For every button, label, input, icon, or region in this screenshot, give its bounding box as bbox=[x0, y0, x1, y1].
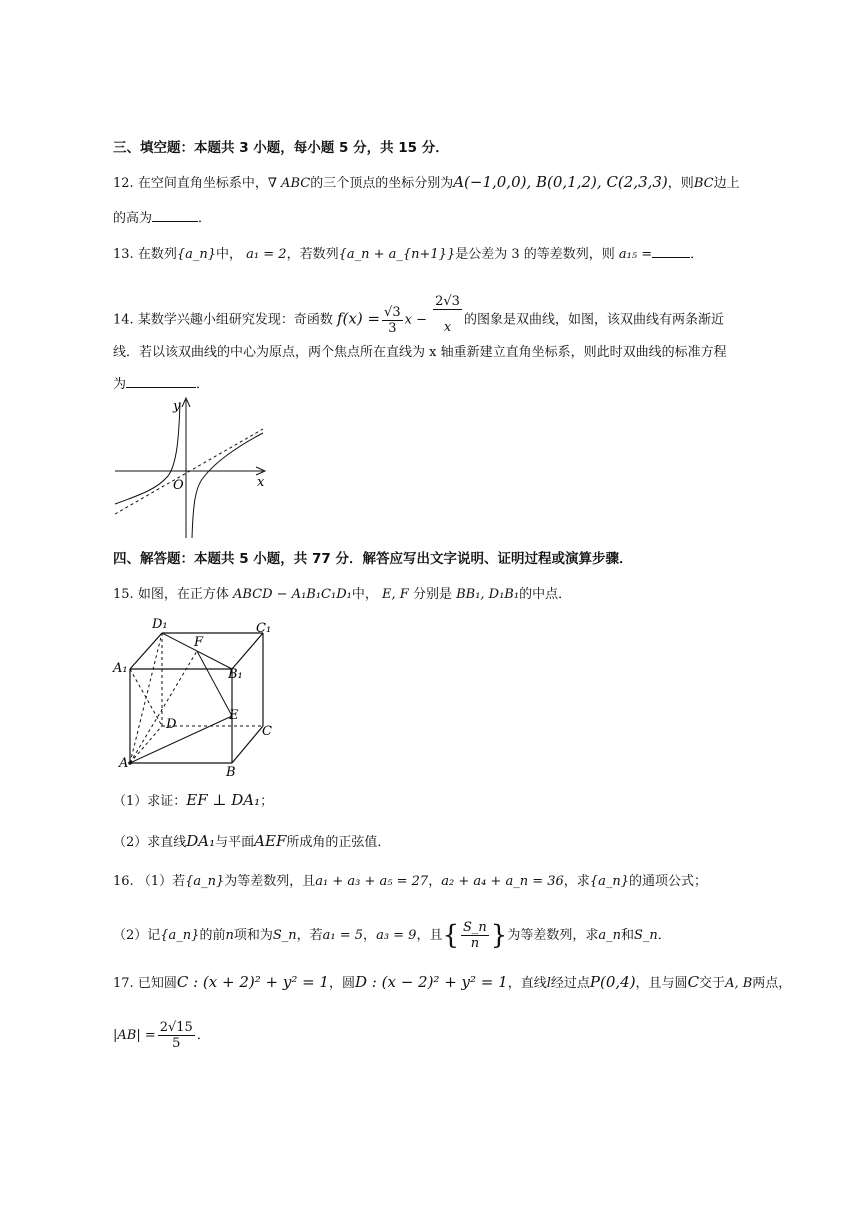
q14-fraction-2 bbox=[433, 294, 462, 346]
question-14-line-1: 14. 某数学兴趣小组研究发现：奇函数 f(x) = $\frac{√3}{3}$ x − $\frac{2√3}{x}$ 的图象是双曲线，如图，该双曲线有两条渐近 bbox=[113, 294, 724, 346]
q17-AB: A, B bbox=[725, 976, 753, 991]
q16-text: ，求 bbox=[563, 874, 590, 889]
q17-text: 经过点 bbox=[550, 976, 590, 991]
q12-text: 边上 bbox=[713, 176, 740, 191]
q16-n: n bbox=[225, 928, 234, 943]
answer-blank[interactable] bbox=[126, 375, 196, 388]
q16-condition-1: a₁ + a₃ + a₅ = 27 bbox=[315, 874, 429, 889]
label-C1: C₁ bbox=[256, 621, 272, 636]
q16-part1-prefix: （1）若 bbox=[137, 874, 186, 889]
q16-an: a_n bbox=[598, 928, 621, 943]
q16-number: 16. bbox=[113, 874, 134, 889]
cube-figure bbox=[110, 612, 280, 782]
q15-part2-text: 与平面 bbox=[215, 835, 255, 850]
q15-part2-line: DA₁ bbox=[186, 832, 216, 850]
question-15 bbox=[113, 585, 571, 605]
q14-number: 14. bbox=[113, 312, 134, 328]
q17-point-P: P(0,4) bbox=[589, 973, 636, 991]
y-axis-label: y bbox=[173, 399, 181, 414]
q13-text: 是公差为 3 的等差数列，则 bbox=[455, 247, 615, 262]
hyperbola-right-branch bbox=[192, 433, 263, 538]
q13-text: ，若数列 bbox=[286, 247, 339, 262]
q16-sequence: {a_n} bbox=[185, 874, 225, 889]
question-17-line-2 bbox=[113, 1018, 210, 1054]
origin-label: O bbox=[173, 478, 184, 493]
q15-text: 中， bbox=[351, 587, 378, 602]
q17-fraction bbox=[158, 1020, 195, 1051]
q15-part2-end: 所成角的正弦值． bbox=[286, 835, 391, 850]
q12-text: 的三个顶点的坐标分别为 bbox=[310, 176, 454, 191]
q12-text: 的高为 bbox=[113, 211, 153, 226]
q17-text: ，直线 bbox=[507, 976, 547, 991]
x-axis-label: x bbox=[257, 475, 265, 490]
q14-end: ． bbox=[196, 377, 210, 392]
q17-text: 交于 bbox=[699, 976, 726, 991]
q13-sequence-2: {a_n + a_{n+1}} bbox=[338, 247, 456, 262]
question-16-part-1 bbox=[113, 872, 707, 892]
label-D1: D₁ bbox=[152, 617, 168, 632]
q17-length-lhs: |AB| = bbox=[113, 1028, 156, 1043]
q17-text: ，且与圆 bbox=[635, 976, 688, 991]
hyperbola-left-branch bbox=[115, 402, 180, 504]
q16-separator: ， bbox=[428, 874, 442, 889]
question-15-part-2 bbox=[113, 831, 390, 853]
q15-text: 分别是 bbox=[412, 587, 452, 602]
q14-frac1-num: √3 bbox=[384, 304, 401, 320]
question-12-line-2 bbox=[113, 209, 211, 229]
q16-text: 项和为 bbox=[233, 928, 273, 943]
q17-number: 17. bbox=[113, 976, 134, 991]
q14-frac2-den: x bbox=[443, 320, 452, 335]
q14-fraction-1 bbox=[382, 305, 403, 336]
q16-sequence: {a_n} bbox=[160, 928, 200, 943]
section-4-heading: 四、解答题：本题共 5 小题，共 77 分．解答应写出文字说明、证明过程或演算步骤． bbox=[113, 551, 633, 567]
question-17-line-1 bbox=[113, 972, 791, 994]
label-E: E bbox=[229, 708, 239, 723]
q16-c1: a₁ = 5 bbox=[322, 928, 364, 943]
q16-Sn: S_n bbox=[634, 928, 658, 943]
q16-frac-den: n bbox=[470, 936, 480, 951]
q17-text: ，圆 bbox=[328, 976, 355, 991]
q15-part1-end: ； bbox=[260, 794, 274, 809]
question-14-line-2: 线．若以该双曲线的中心为原点，两个焦点所在直线为 x 轴重新建立直角坐标系，则此时双曲线的标准方程 bbox=[113, 345, 727, 360]
q16-separator: ， bbox=[363, 928, 377, 943]
q17-line-l: l bbox=[546, 976, 551, 991]
q17-circle-D: D : (x − 2)² + y² = 1 bbox=[355, 973, 508, 991]
q16-part2-prefix: （2）记 bbox=[113, 928, 161, 943]
q16-text: ，若 bbox=[296, 928, 323, 943]
q13-end: ． bbox=[690, 247, 704, 262]
right-brace: } bbox=[490, 920, 508, 951]
question-14-line-3 bbox=[113, 375, 209, 395]
q12-points: A(−1,0,0), B(0,1,2), C(2,3,3) bbox=[453, 173, 668, 191]
q17-circle-C-ref: C bbox=[687, 973, 700, 991]
q15-part1-prefix: （1）求证： bbox=[113, 794, 187, 809]
q13-sequence: {a_n} bbox=[176, 247, 217, 262]
q13-text: 中， bbox=[216, 247, 243, 262]
q16-text: ，且 bbox=[416, 928, 443, 943]
q14-text: 为 bbox=[113, 377, 127, 392]
q15-part1-math: EF ⊥ DA₁ bbox=[186, 791, 261, 809]
q13-condition: a₁ = 2 bbox=[246, 247, 287, 262]
label-D: D bbox=[166, 717, 177, 732]
q16-text: 的前 bbox=[199, 928, 226, 943]
q13-target: a₁₅ = bbox=[618, 247, 653, 262]
q16-c2: a₃ = 9 bbox=[376, 928, 417, 943]
q12-text: ，则 bbox=[667, 176, 694, 191]
question-15-part-1 bbox=[113, 790, 273, 812]
q15-text: 如图，在正方体 bbox=[137, 587, 229, 602]
q16-text: 的通项公式； bbox=[628, 874, 707, 889]
q14-function: f(x) = bbox=[336, 309, 381, 328]
q14-text: 某数学兴趣小组研究发现：奇函数 bbox=[137, 312, 333, 328]
q12-edge: BC bbox=[693, 176, 714, 191]
q16-text: 为等差数列，且 bbox=[224, 874, 316, 889]
q13-number: 13. bbox=[113, 247, 134, 262]
q12-text: 在空间直角坐标系中， bbox=[137, 176, 268, 191]
q12-triangle: ∇ ABC bbox=[267, 176, 311, 191]
q14-text: 的图象是双曲线，如图，该双曲线有两条渐近 bbox=[463, 312, 724, 328]
q15-part2-plane: AEF bbox=[254, 832, 287, 850]
q17-frac-num: 2√15 bbox=[159, 1020, 193, 1035]
answer-blank[interactable] bbox=[152, 209, 198, 222]
q17-text: 已知圆 bbox=[137, 976, 177, 991]
label-A: A bbox=[119, 756, 129, 771]
question-12-line-1 bbox=[113, 172, 740, 194]
q15-points: E, F bbox=[382, 587, 409, 602]
q16-condition-2: a₂ + a₄ + a_n = 36 bbox=[441, 874, 564, 889]
q17-frac-den: 5 bbox=[172, 1036, 181, 1051]
q16-end: ． bbox=[657, 928, 671, 943]
q12-number: 12. bbox=[113, 176, 134, 191]
label-C: C bbox=[262, 724, 272, 739]
q14-frac1-den: 3 bbox=[388, 320, 397, 336]
q15-part2-prefix: （2）求直线 bbox=[113, 835, 187, 850]
q16-frac-num: S_n bbox=[463, 920, 487, 935]
q17-text: 两点， bbox=[752, 976, 792, 991]
q15-cube: ABCD − A₁B₁C₁D₁ bbox=[232, 587, 352, 602]
q12-end: ． bbox=[198, 211, 212, 226]
q17-circle-C: C : (x + 2)² + y² = 1 bbox=[176, 973, 329, 991]
q15-text: 的中点． bbox=[519, 587, 572, 602]
label-B1: B₁ bbox=[228, 667, 243, 682]
question-13 bbox=[113, 245, 703, 265]
hyperbola-graph bbox=[113, 396, 269, 540]
q16-text: 和 bbox=[620, 928, 634, 943]
q14-frac2-num: 2√3 bbox=[435, 294, 460, 309]
q16-Sn: S_n bbox=[272, 928, 297, 943]
q16-sequence: {a_n} bbox=[589, 874, 629, 889]
section-3-heading: 三、填空题：本题共 3 小题，每小题 5 分，共 15 分． bbox=[113, 140, 449, 156]
left-brace: { bbox=[442, 920, 460, 951]
q16-text: 为等差数列，求 bbox=[507, 928, 599, 943]
label-F: F bbox=[194, 635, 204, 650]
answer-blank[interactable] bbox=[652, 245, 690, 258]
q16-fraction bbox=[461, 920, 489, 951]
question-16-part-2 bbox=[113, 918, 671, 954]
q15-number: 15. bbox=[113, 587, 134, 602]
q17-end: ． bbox=[196, 1028, 210, 1043]
label-A1: A₁ bbox=[113, 661, 128, 676]
q13-text: 在数列 bbox=[137, 247, 177, 262]
q15-midpoints: BB₁, D₁B₁ bbox=[456, 587, 520, 602]
label-B: B bbox=[226, 765, 236, 780]
